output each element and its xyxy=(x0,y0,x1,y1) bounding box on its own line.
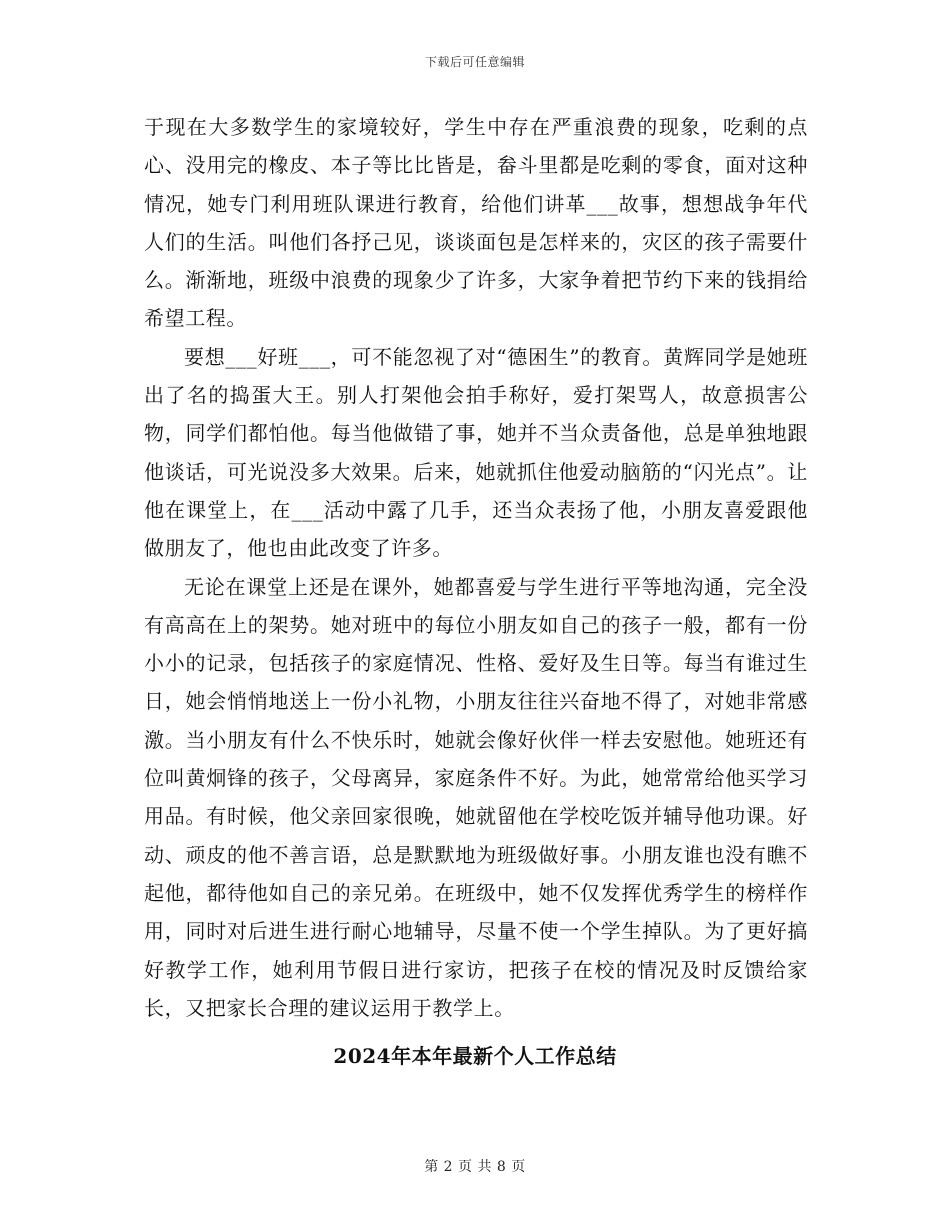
paragraph-2: 要想___好班___，可不能忽视了对“德困生”的教育。黄辉同学是她班出了名的捣蛋大王。别人打架他会拍手称好，爱打架骂人，故意损害公物，同学们都怕他。每当他做错了事，她并不当众责备他，总是单独地跟他谈话，可光说没多大效果。后来，她就抓住他爱动脑筋的“闪光点”。让他在课堂上，在___活动中露了几手，还当众表扬了他，小朋友喜爱跟他做朋友了，他也由此改变了许多。 xyxy=(144,344,808,561)
page-header: 下载后可任意编辑 xyxy=(424,55,525,69)
document-body xyxy=(144,108,808,1027)
page-footer: 第 2 页 共 8 页 xyxy=(424,1159,526,1175)
paragraph-3: 无论在课堂上还是在课外，她都喜爱与学生进行平等地沟通，完全没有高高在上的架势。她对班中的每位小朋友如自己的孩子一般，都有一份小小的记录，包括孩子的家庭情况、性格、爱好及生日等。每当有谁过生日，她会悄悄地送上一份小礼物，小朋友往往兴奋地不得了，对她非常感激。当小朋友有什么不快乐时，她就会像好伙伴一样去安慰他。她班还有位叫黄炯锋的孩子，父母离异，家庭条件不好。为此，她常常给他买学习用品。有时候，他父亲回家很晚，她就留他在学校吃饭并辅导他功课。好动、顽皮的他不善言语，总是默默地为班级做好事。小朋友谁也没有瞧不起他，都待他如自己的亲兄弟。在班级中，她不仅发挥优秀学生的榜样作用，同时对后进生进行耐心地辅导，尽量不使一个学生掉队。为了更好搞好教学工作，她利用节假日进行家访，把孩子在校的情况及时反馈给家长，又把家长合理的建议运用于教学上。 xyxy=(144,574,808,1020)
section-title: 2024年本年最新个人工作总结 xyxy=(333,1044,617,1068)
paragraph-1: 于现在大多数学生的家境较好，学生中存在严重浪费的现象，吃剩的点心、没用完的橡皮、本子等比比皆是，畚斗里都是吃剩的零食，面对这种情况，她专门利用班队课进行教育，给他们讲革___故事，想想战争年代人们的生活。叫他们各抒己见，谈谈面包是怎样来的，灾区的孩子需要什么。渐渐地，班级中浪费的现象少了许多，大家争着把节约下来的钱捐给希望工程。 xyxy=(144,115,808,331)
